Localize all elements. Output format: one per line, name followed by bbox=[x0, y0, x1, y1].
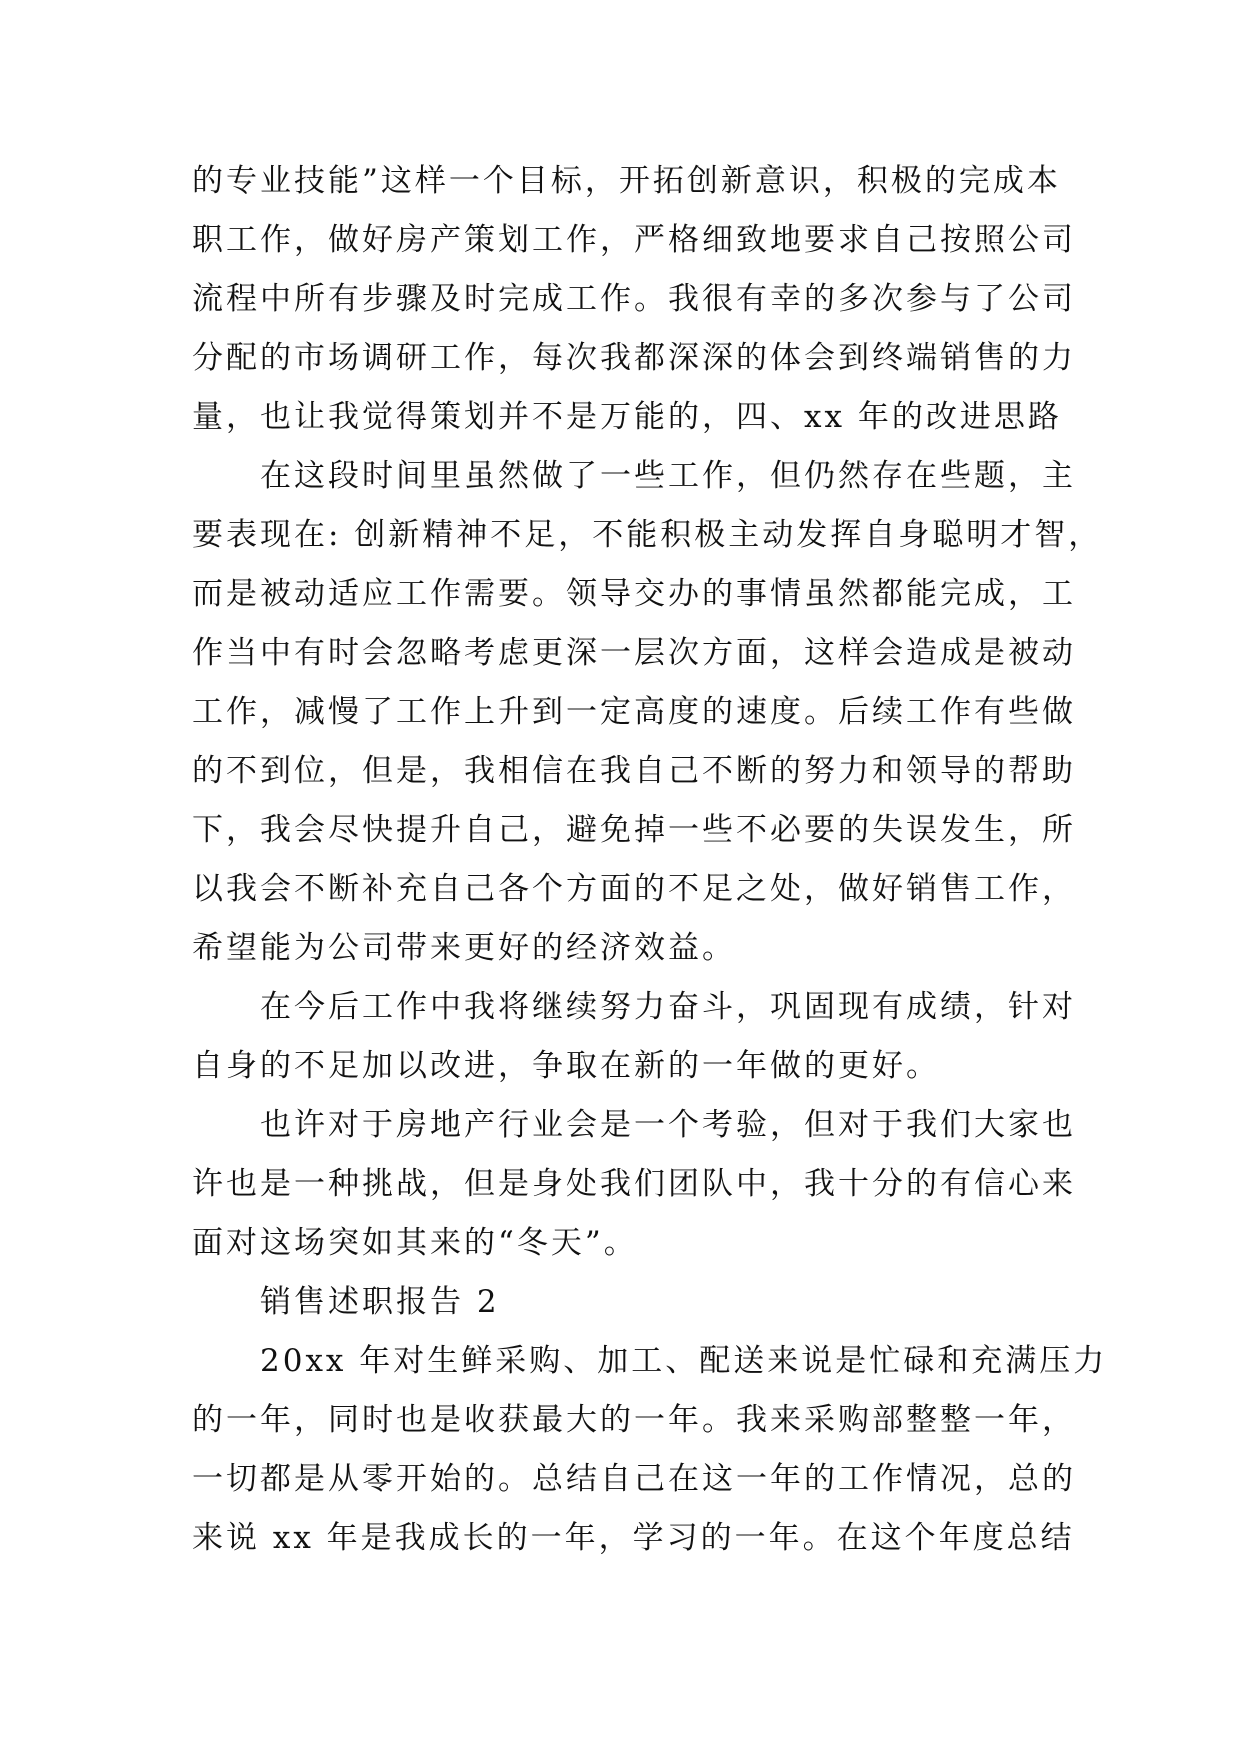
text-line: 一切都是从零开始的。总结自己在这一年的工作情况，总的 bbox=[192, 1461, 1076, 1497]
text-line: 来说 xx 年是我成长的一年，学习的一年。在这个年度总结 bbox=[192, 1520, 1075, 1556]
text-line: 许也是一种挑战，但是身处我们团队中，我十分的有信心来 bbox=[192, 1166, 1076, 1202]
text-line: 面对这场突如其来的“冬天”。 bbox=[192, 1225, 638, 1261]
text-line: 作当中有时会忽略考虑更深一层次方面，这样会造成是被动 bbox=[192, 635, 1076, 671]
text-line: 而是被动适应工作需要。领导交办的事情虽然都能完成，工 bbox=[192, 576, 1076, 612]
section-heading: 销售述职报告 2 bbox=[192, 1284, 500, 1320]
text-line: 的一年，同时也是收获最大的一年。我来采购部整整一年， bbox=[192, 1402, 1076, 1438]
text-line: 分配的市场调研工作，每次我都深深的体会到终端销售的力 bbox=[192, 340, 1076, 376]
paragraph-start-line: 也许对于房地产行业会是一个考验，但对于我们大家也 bbox=[192, 1107, 1076, 1143]
text-line: 流程中所有步骤及时完成工作。我很有幸的多次参与了公司 bbox=[192, 281, 1076, 317]
text-line: 工作，减慢了工作上升到一定高度的速度。后续工作有些做 bbox=[192, 694, 1076, 730]
text-line: 的专业技能”这样一个目标，开拓创新意识，积极的完成本 bbox=[192, 163, 1061, 199]
text-line: 下，我会尽快提升自己，避免掉一些不必要的失误发生，所 bbox=[192, 812, 1076, 848]
document-body bbox=[192, 152, 1108, 1568]
text-line: 量，也让我觉得策划并不是万能的，四、xx 年的改进思路 bbox=[192, 399, 1062, 435]
text-line: 职工作，做好房产策划工作，严格细致地要求自己按照公司 bbox=[192, 222, 1076, 258]
paragraph-start-line: 20xx 年对生鲜采购、加工、配送来说是忙碌和充满压力 bbox=[192, 1343, 1108, 1379]
paragraph-start-line: 在这段时间里虽然做了一些工作，但仍然存在些题，主 bbox=[192, 458, 1076, 494]
text-line: 要表现在: 创新精神不足，不能积极主动发挥自身聪明才智， bbox=[192, 517, 1103, 553]
text-line: 的不到位，但是，我相信在我自己不断的努力和领导的帮助 bbox=[192, 753, 1076, 789]
text-line: 希望能为公司带来更好的经济效益。 bbox=[192, 930, 736, 966]
text-line: 以我会不断补充自己各个方面的不足之处，做好销售工作， bbox=[192, 871, 1076, 907]
text-line: 自身的不足加以改进，争取在新的一年做的更好。 bbox=[192, 1048, 940, 1084]
paragraph-start-line: 在今后工作中我将继续努力奋斗，巩固现有成绩，针对 bbox=[192, 989, 1076, 1025]
